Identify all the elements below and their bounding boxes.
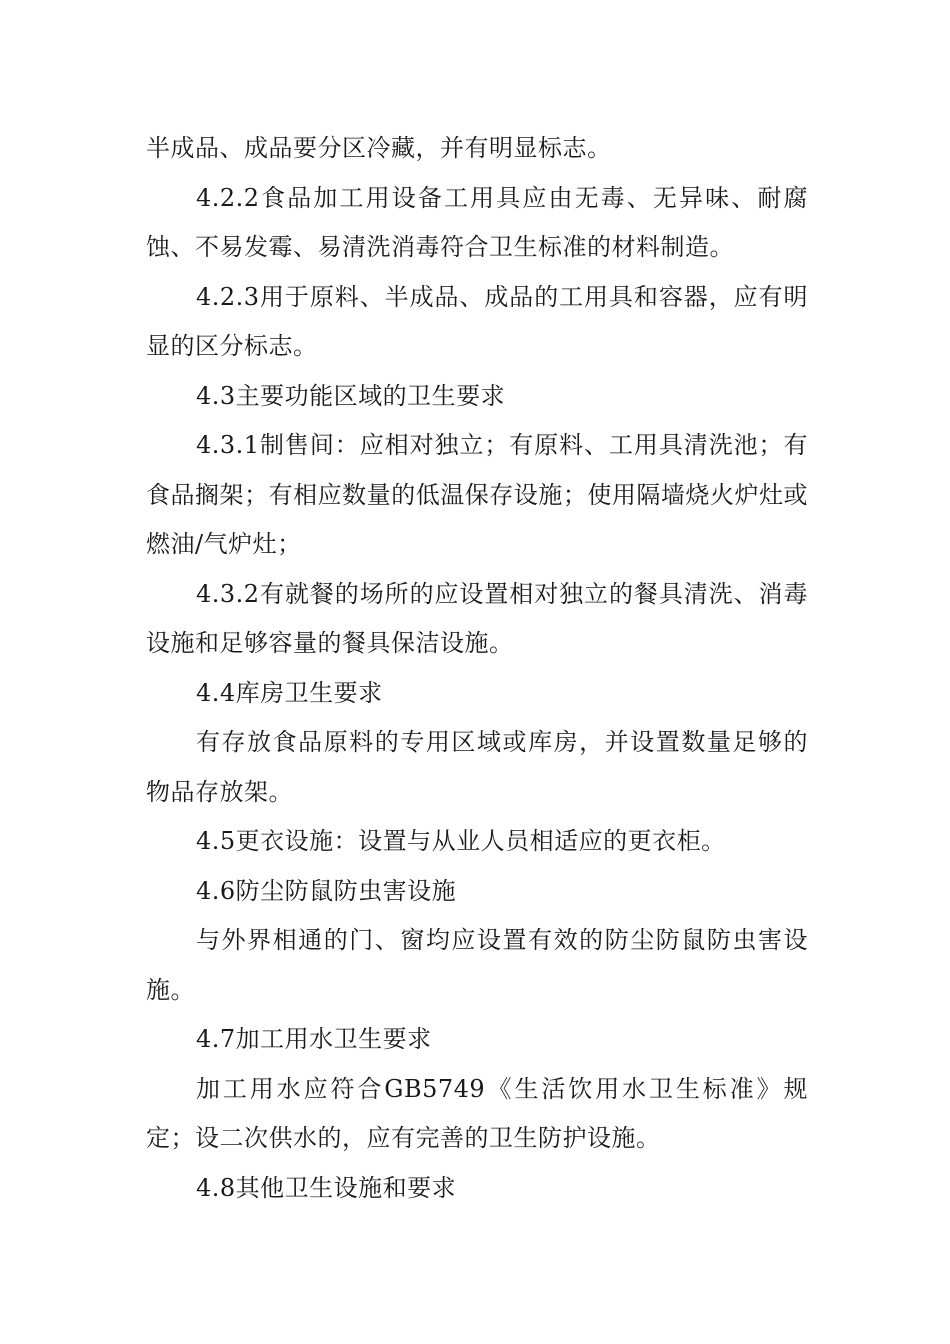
heading-4-6: 4.6防尘防鼠防虫害设施 — [196, 876, 457, 905]
heading-4-3: 4.3主要功能区域的卫生要求 — [196, 381, 506, 410]
paragraph-pest-control: 与外界相通的门、窗均应设置有效的防尘防鼠防虫害设施。 — [146, 926, 808, 1004]
paragraph-storage: 有存放食品原料的专用区域或库房，并设置数量足够的物品存放架。 — [146, 728, 808, 806]
paragraph-4-3-1: 4.3.1制售间：应相对独立；有原料、工用具清洗池；有食品搁架；有相应数量的低温保存设施；使用隔墙烧火炉灶或燃油/气炉灶； — [146, 431, 808, 558]
heading-4-7: 4.7加工用水卫生要求 — [196, 1025, 432, 1053]
heading-4-8: 4.8其他卫生设施和要求 — [196, 1173, 457, 1202]
heading-4-4: 4.4库房卫生要求 — [196, 678, 383, 707]
paragraph-4-5: 4.5更衣设施：设置与从业人员相适应的更衣柜。 — [196, 827, 726, 855]
paragraph-4-3-2: 4.3.2有就餐的场所的应设置相对独立的餐具清洗、消毒设施和足够容量的餐具保洁设施。 — [146, 579, 808, 657]
document-body — [146, 124, 808, 1213]
paragraph-4-2-2: 4.2.2食品加工用设备工用具应由无毒、无异味、耐腐蚀、不易发霉、易清洗消毒符合卫生标准的材料制造。 — [146, 183, 808, 261]
paragraph-4-2-3: 4.2.3用于原料、半成品、成品的工用具和容器，应有明显的区分标志。 — [146, 282, 808, 360]
paragraph-water: 加工用水应符合GB5749《生活饮用水卫生标准》规定；设二次供水的，应有完善的卫生防护设施。 — [146, 1074, 808, 1152]
paragraph-continuation: 半成品、成品要分区冷藏，并有明显标志。 — [146, 134, 612, 162]
